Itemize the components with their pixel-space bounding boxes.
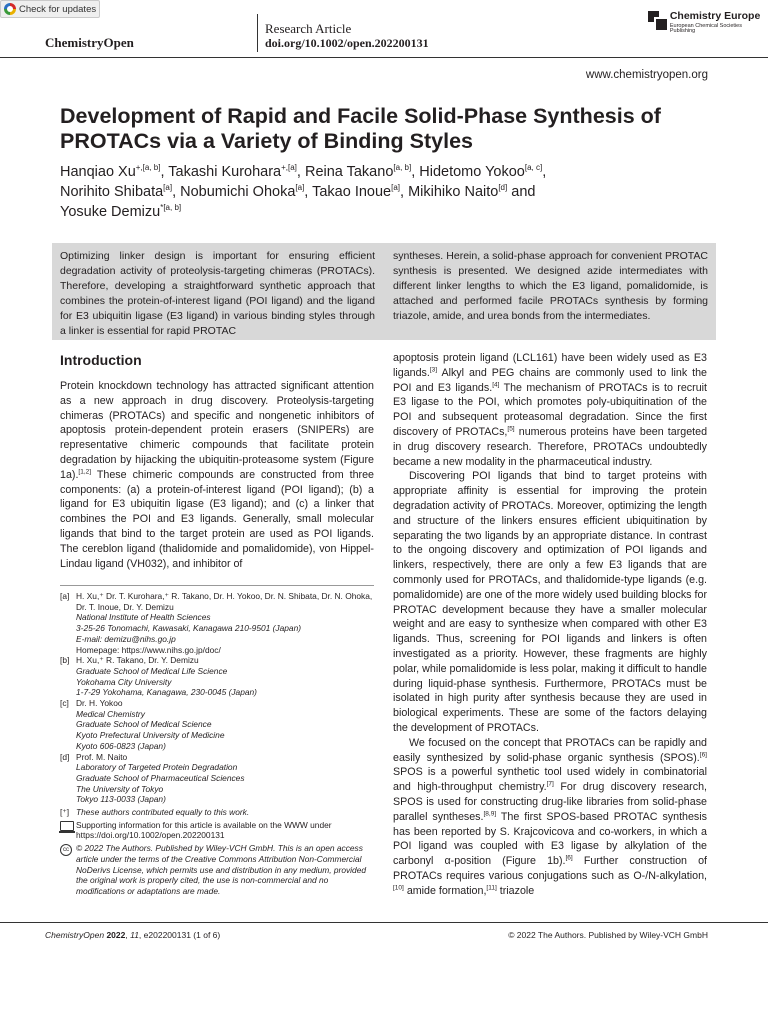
chemistry-europe-logo-icon — [648, 11, 665, 28]
header-divider — [257, 14, 258, 52]
affiliation — [60, 591, 374, 655]
affiliation-line: 3-25-26 Tonomachi, Kawasaki, Kanagawa 210-9501 (Japan) — [76, 623, 302, 634]
affiliation-divider — [60, 585, 374, 586]
laptop-icon — [60, 821, 74, 831]
affiliation — [60, 752, 374, 806]
equal-contribution-note — [60, 807, 374, 818]
note-label: [⁺] — [60, 807, 70, 818]
header-rule — [0, 57, 768, 58]
affiliation-authors: Prof. M. Naito — [76, 751, 128, 762]
affiliation-line: Laboratory of Targeted Protein Degradation — [76, 762, 238, 773]
introduction-heading: Introduction — [60, 352, 142, 368]
author-affiliation-mark: [a] — [295, 183, 305, 193]
publisher-logo — [648, 11, 768, 35]
author-affiliation-mark: +,[a, b] — [135, 163, 161, 173]
article-title: Development of Rapid and Facile Solid-Phase Synthesis of PROTACs via a Variety of Binding Styles — [60, 104, 661, 153]
author-affiliation-mark: [a] — [163, 183, 173, 193]
affiliation-label: [a] — [60, 591, 70, 601]
affiliation-line: Graduate School of Medical Science — [76, 719, 212, 730]
right-paragraph-1: apoptosis protein ligand (LCL161) have been widely used as E3 ligands.[3] Alkyl and PEG chains are commonly used to link the POI and E3 ligands.[4] The mechanism of PROTACs is to recruit E3 ligase to the POI, which promotes poly-ubiquitination of the POI and subsequent proteasomal degradation. Since the first discovery of PROTACs,[5] numerous proteins have been targeted in drug discovery research. Therefore, PROTACs undoubtedly became a new modality in the pharmaceutical industry. — [393, 352, 708, 468]
note-text: These authors contributed equally to this work. — [76, 807, 250, 818]
affiliation-line: Tokyo 113-0033 (Japan) — [76, 794, 166, 805]
reference[interactable]: [6] — [699, 750, 707, 758]
license-note — [60, 843, 374, 897]
right-paragraph-2: Discovering POI ligands that bind to target proteins with appropriate affinity is essential for improving the protein degradation activity of PROTACs. Moreover, optimizing the length and structure of the linkers ensures efficient ubiquitination by separating the two ligands by an appropriate distance. In contrast to the ongoing discovery and optimization of POI ligands and linkers, respectively, there are only a few E3 ligands that are commonly used for PROTACs, and thalidomide-type ligands (e.g. pomalidomide) are one of the more widely used building blocks for PROTAC development because they have a smaller molecular weight and are easy to synthesize when compared with other E3 ligands. Thus, screening for POI ligands and linkers is often investigated as a priority. However, these fragments are highly polar, while pomalidomide is less polar, making it difficult to handle during liquid-phase synthesis. Furthermore, PROTACs must be isolated in high purity after synthesis because they are used in biological experiments. These are some of the factors delaying the development of PROTACs. — [393, 470, 707, 734]
author-affiliation-mark: [a, b] — [393, 163, 412, 173]
reference[interactable]: [3] — [429, 366, 438, 374]
author-name: Takao Inoue — [312, 184, 392, 200]
author-name: Takashi Kurohara — [168, 164, 282, 180]
affiliation-line: Medical Chemistry — [76, 708, 145, 719]
author-affiliation-mark: [a] — [391, 183, 401, 193]
affiliation-line: Kyoto 606-0823 (Japan) — [76, 740, 166, 751]
affiliation-authors: H. Xu,⁺ Dr. T. Kurohara,⁺ R. Takano, Dr. H. Yokoo, Dr. N. Shibata, Dr. N. Ohoka, Dr. T. Inoue, Dr. Y. Demizu — [76, 591, 373, 612]
footer-rule — [0, 922, 768, 923]
author-name: Hanqiao Xu — [60, 164, 136, 180]
check-for-updates-label: Check for updates — [19, 3, 97, 15]
author-name: Reina Takano — [304, 164, 394, 180]
intro-paragraph-1: Protein knockdown technology has attracted significant attention as a new approach in drug discovery. Proteolysis-targeting chimeras (PROTACs) and specific and nongenetic inhibitors of apoptosis protein-dependent protein erasers (SNIPERs) are representative chimeric compounds that facilitate protein degradation by hijacking the ubiquitin-proteasome system (Figure 1a).[1,2] These chimeric compounds are constructed from three components: (a) a protein-of-interest ligand (POI ligand); (b) a ligand for E3 ubiquitin ligase (E3 ligand); and (c) a linker that combines the POI and E3 ligands. Generally, small molecular ligands that bind to the target protein are used as POI ligands. The cereblon ligand (thalidomide and pomalidomide), von Hippel-Lindau ligand (VH032), and inhibitor of — [60, 380, 374, 570]
affiliation-label: [b] — [60, 655, 70, 666]
affiliation-line: Graduate School of Pharmaceutical Sciences — [76, 772, 245, 783]
footer-copyright: © 2022 The Authors. Published by Wiley-VCH GmbH — [508, 930, 708, 940]
author-conjunction: and — [511, 184, 536, 200]
affiliation-line: E-mail: demizu@nihs.go.jp — [76, 633, 176, 644]
body-right-column — [393, 351, 707, 898]
author-affiliation-mark: *[a, b] — [160, 203, 182, 213]
check-for-updates-button[interactable] — [0, 0, 100, 18]
reference[interactable]: [8,9] — [483, 810, 497, 818]
reference[interactable]: [11] — [486, 884, 497, 892]
creative-commons-icon: cc — [60, 844, 72, 856]
affiliation-line: National Institute of Health Sciences — [76, 612, 211, 623]
article-type: Research Article — [265, 21, 352, 36]
author-name: Mikihiko Naito — [408, 184, 499, 200]
affiliation-line: Kyoto Prefectural University of Medicine — [76, 730, 225, 741]
author-affiliation-mark: [a, c] — [524, 163, 543, 173]
author-name: Hidetomo Yokoo — [419, 164, 525, 180]
author-list: Hanqiao $Xu^{+,[a, b]}$, Takashi Kurohara$^{+,[a]}$, Reina Takano[a, b], Hidetomo Yokoo[a, c], Norihito Shibata[a], Nobumichi Ohoka[a], Takao Inoue[a], Mikihiko Naito[d] and Yosuke Demizu$^{*[a, b]}$ — [60, 163, 547, 220]
abstract-left: Optimizing linker design is important for ensuring efficient degradation activity of proteolysis-targeting chimeras (PROTACs). Therefore, developing a straightforward synthetic approach that combines the protein-of-interest ligand (POI ligand) and the ligand for E3 ubiquitin ligase (E3 ligand) in various binding styles through a linker is essential for rapid PROTAC — [60, 250, 375, 337]
affiliation-line: Yokohama City University — [76, 676, 172, 687]
affiliation-label: [c] — [60, 698, 69, 709]
affiliation — [60, 698, 374, 752]
affiliation-line: 1-7-29 Yokohama, Kanagawa, 230-0045 (Japan) — [76, 687, 257, 698]
right-paragraph-3: We focused on the concept that PROTACs can be rapidly and easily synthesized by solid-phase organic synthesis (SPOS).[6] SPOS is a powerful synthetic tool used widely in combinatorial and high-throughput chemistry.[7] For drug discovery research, SPOS is used for constructing drug-like libraries from solid-phase parallel syntheses.[8,9] The first SPOS-based PROTAC synthesis has been reported by S. Krajcovicova and co-workers, in which a POI ligand was coupled with E3 ligase by alkylation of the carbonyl α-position (Figure 1b).[6] Further construction of PROTACs requires various conjugations such as O-/N-alkylation,[10] amide formation,[11] triazole — [393, 736, 707, 897]
reference[interactable]: [10] — [393, 884, 404, 892]
affiliation-line: Graduate School of Medical Life Science — [76, 665, 228, 676]
journal-name: ChemistryOpen — [45, 35, 134, 50]
body-left-column — [60, 351, 374, 571]
affiliation-line: The University of Tokyo — [76, 783, 164, 794]
doi-link[interactable]: doi.org/10.1002/open.202200131 — [265, 36, 429, 50]
author-affiliation-mark: [d] — [498, 183, 508, 193]
reference[interactable]: [1,2] — [78, 468, 92, 476]
affiliation-label: [d] — [60, 751, 70, 762]
reference[interactable]: [4] — [492, 381, 500, 389]
affiliation-authors: H. Xu,⁺ R. Takano, Dr. Y. Demizu — [76, 655, 199, 666]
abstract-box — [52, 243, 716, 340]
author-name: Yosuke Demizu — [60, 204, 161, 220]
supporting-info-note — [60, 820, 374, 841]
affiliation-authors: Dr. H. Yokoo — [76, 698, 123, 709]
author-affiliation-mark: +,[a] — [281, 163, 297, 173]
note-text[interactable]: Supporting information for this article is available on the WWW under https://doi.org/10.1002/open.202200131 — [76, 819, 332, 841]
affiliations — [60, 591, 374, 897]
publisher-name: Chemistry Europe — [669, 10, 761, 22]
reference[interactable]: [7] — [546, 780, 554, 788]
affiliation-homepage[interactable]: Homepage: https://www.nihs.go.jp/doc/ — [76, 644, 221, 655]
publisher-subtitle: European Chemical Societies Publishing — [669, 22, 742, 34]
footer-citation: ChemistryOpen 2022, 11, e202200131 (1 of 6) — [45, 930, 221, 940]
affiliation — [60, 655, 374, 698]
note-text: © 2022 The Authors. Published by Wiley-VCH GmbH. This is an open access article under the terms of the Creative Commons Attribution Non-Commercial NoDerivs License, which permits use and distribution in any medium, provided the original work is properly cited, the use is non-commercial and no modifications or adaptations are made. — [76, 843, 367, 896]
reference[interactable]: [6] — [565, 854, 573, 862]
reference[interactable]: [5] — [507, 425, 515, 433]
journal-website-link[interactable]: www.chemistryopen.org — [585, 69, 708, 81]
crossmark-icon — [4, 3, 16, 15]
abstract-right: syntheses. Herein, a solid-phase approach for convenient PROTAC synthesis is presented. We designed azide intermediates with different linker lengths to which the E3 ligand, pomalidomide, is attached and performed facile PROTACs synthesis by forming triazole, amide, and urea bonds from the intermediates. — [393, 250, 708, 322]
author-name: Nobumichi Ohoka — [180, 184, 296, 200]
author-name: Norihito Shibata — [60, 184, 164, 200]
